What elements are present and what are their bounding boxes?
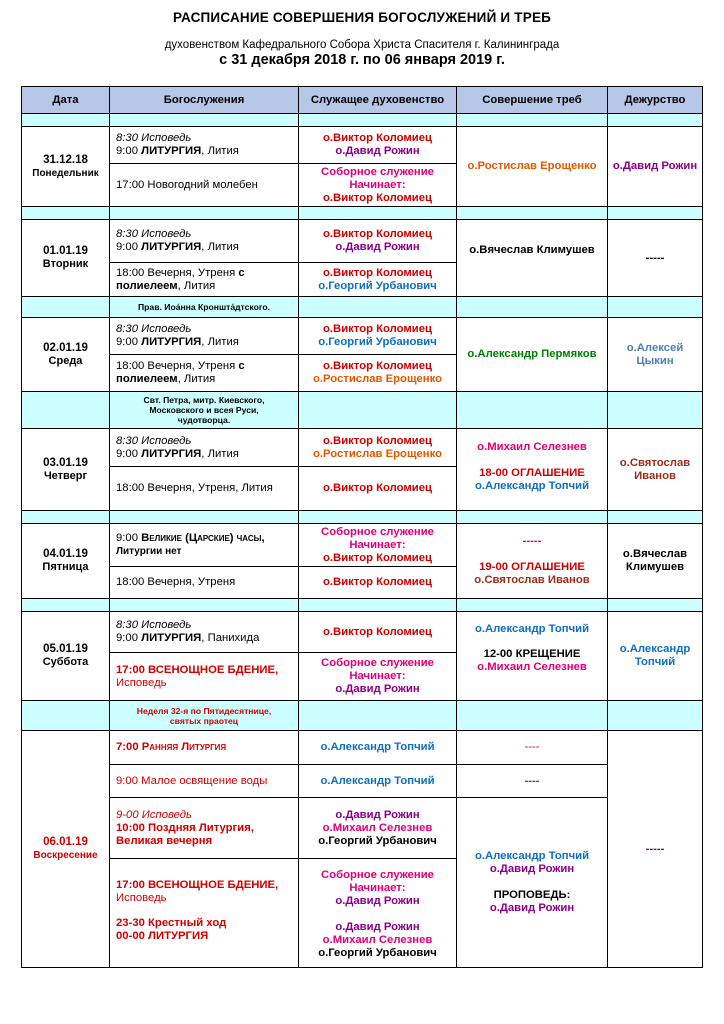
spacer-cell [456, 598, 608, 612]
spacer-cell [21, 296, 110, 318]
clergy-name: Начинает: [349, 882, 406, 894]
service-text: , Лития [177, 373, 216, 385]
clergy-name: о.Виктор Коломиец [323, 360, 432, 372]
spacer-cell [456, 206, 608, 220]
clergy-name: о.Виктор Коломиец [323, 132, 432, 144]
service-text: , Лития [201, 447, 239, 460]
duty-text: Иванов [634, 469, 676, 482]
weekday: Понедельник [32, 167, 99, 179]
date-cell [21, 219, 110, 297]
service-cell [109, 126, 299, 164]
treby-text: 19-00 ОГЛАШЕНИЕ [479, 561, 585, 573]
service-text: Исповедь [116, 676, 167, 689]
spacer-cell [21, 113, 110, 127]
page-title: РАСПИСАНИЕ СОВЕРШЕНИЯ БОГОСЛУЖЕНИЙ И ТРЕБ [172, 10, 552, 25]
duty-cell [607, 428, 703, 511]
spacer-cell [298, 598, 457, 612]
clergy-name: о.Виктор Коломиец [323, 482, 432, 494]
clergy-name: о.Виктор Коломиец [323, 323, 432, 335]
clergy-name: о.Георгий Урбанович [318, 279, 437, 292]
clergy-name: о.Давид Рожин [335, 241, 420, 253]
feast-text: Свт. Петра, митр. Киевского, [143, 395, 265, 405]
spacer-cell [456, 391, 608, 429]
weekday: Среда [48, 354, 83, 367]
date: 03.01.19 [43, 456, 88, 469]
service-cell [109, 317, 299, 355]
service-text: 9-00 Исповедь [116, 808, 192, 821]
treby-text: о.Александр Топчий [474, 850, 590, 862]
feast-text: чудотворца. [177, 415, 231, 425]
treby-text: о.Давид Рожин [489, 863, 575, 875]
service-text: с [238, 360, 245, 372]
service-cell [109, 219, 299, 263]
clergy-cell [298, 428, 457, 467]
service-cell [109, 262, 299, 297]
duty-text: Климушев [625, 561, 685, 573]
clergy-name: о.Георгий Урбанович [318, 336, 437, 348]
clergy-cell [298, 652, 457, 701]
duty-text: ----- [645, 842, 665, 855]
clergy-name: Соборное служение [321, 869, 434, 881]
feast-text: Московского и всея Руси, [149, 405, 259, 415]
service-cell [109, 764, 299, 798]
service-cell [109, 652, 299, 701]
treby-text: о.Александр Пермяков [467, 348, 597, 360]
clergy-cell [298, 466, 457, 511]
service-text: ЛИТУРГИЯ [141, 632, 202, 644]
service-text: ЛИТУРГИЯ [141, 447, 202, 460]
clergy-name: о.Виктор Коломиец [323, 434, 432, 447]
spacer-cell [607, 598, 703, 612]
treby-cell [456, 797, 608, 968]
clergy-name: о.Виктор Коломиец [323, 625, 432, 638]
service-cell [109, 611, 299, 653]
service-text: 9:00 [116, 145, 142, 157]
service-text: ЛИТУРГИЯ [141, 145, 202, 157]
treby-cell [456, 764, 608, 798]
service-text: ЛИТУРГИЯ [141, 336, 202, 348]
spacer-cell [456, 113, 608, 127]
clergy-cell [298, 317, 457, 355]
weekday: Четверг [43, 469, 88, 482]
service-text: 00-00 ЛИТУРГИЯ [116, 930, 209, 942]
clergy-name: Соборное служение [321, 657, 434, 669]
service-text: 8:30 Исповедь [116, 132, 192, 144]
service-cell [109, 466, 299, 511]
date: 01.01.19 [43, 245, 88, 257]
spacer-cell [298, 391, 457, 429]
treby-text: ---- [524, 741, 540, 753]
date: 04.01.19 [43, 548, 88, 560]
clergy-name: Соборное служение [321, 525, 434, 538]
weekday: Вторник [42, 258, 89, 270]
clergy-name: о.Михаил Селезнев [322, 821, 433, 834]
service-text: , Лития [201, 336, 239, 348]
col-header-treby: Совершение треб [456, 86, 608, 114]
spacer-cell [298, 296, 457, 318]
duty-text: о.Давид Рожин [612, 160, 698, 172]
service-text: , Лития [201, 145, 239, 157]
clergy-name: Начинает: [349, 178, 406, 191]
service-cell [109, 354, 299, 392]
spacer-cell [21, 391, 110, 429]
duty-text: Цыкин [636, 354, 674, 367]
spacer-cell [21, 206, 110, 220]
date-cell [21, 428, 110, 511]
spacer-cell [109, 510, 299, 524]
spacer-cell [21, 510, 110, 524]
service-text: 9:00 [116, 447, 142, 460]
duty-text: о.Вячеслав [622, 548, 688, 560]
service-text: полиелеем [116, 373, 178, 385]
date-cell [21, 126, 110, 207]
treby-cell [456, 219, 608, 297]
service-cell [109, 523, 299, 567]
weekday: Суббота [42, 656, 89, 668]
treby-cell [456, 428, 608, 511]
duty-text: о.Алексей [626, 341, 684, 354]
service-text: , Лития [177, 279, 216, 292]
service-text: 10:00 Поздняя Литургия, [116, 821, 254, 834]
clergy-name: о.Александр Топчий [320, 741, 435, 753]
clergy-name: о.Ростислав Ерощенко [312, 447, 442, 460]
date-cell [21, 523, 110, 599]
spacer-cell [298, 510, 457, 524]
weekday: Пятница [42, 561, 89, 573]
treby-text: о.Михаил Селезнев [477, 661, 587, 673]
spacer-cell [607, 113, 703, 127]
treby-text: о.Вячеслав Климушев [469, 244, 595, 256]
service-text: 17:00 ВСЕНОЩНОЕ БДЕНИЕ, [116, 663, 279, 676]
service-cell [109, 730, 299, 765]
clergy-cell [298, 219, 457, 263]
treby-text: 12-00 КРЕЩЕНИЕ [483, 648, 581, 660]
duty-cell [607, 730, 703, 968]
service-cell [109, 428, 299, 467]
service-text: 23-30 Крестный ход [116, 917, 227, 929]
clergy-name: о.Михаил Селезнев [322, 934, 433, 946]
clergy-cell [298, 730, 457, 765]
clergy-name: Соборное служение [321, 165, 434, 178]
duty-cell [607, 523, 703, 599]
treby-text: о.Александр Топчий [474, 623, 590, 635]
service-text: 8:30 Исповедь [116, 228, 192, 240]
duty-text: о.Александр [619, 643, 691, 655]
clergy-cell [298, 163, 457, 207]
date-cell [21, 611, 110, 701]
spacer-cell [298, 113, 457, 127]
service-text: 17:00 ВСЕНОЩНОЕ БДЕНИЕ, [116, 879, 279, 891]
feast-cell [109, 296, 299, 318]
service-text: 9:00 [116, 532, 142, 544]
service-text: 8:30 Исповедь [116, 434, 192, 447]
treby-text: ---- [524, 774, 540, 787]
spacer-cell [21, 700, 110, 731]
clergy-cell [298, 611, 457, 653]
duty-text: Топчий [634, 656, 676, 668]
spacer-cell [607, 510, 703, 524]
treby-text: 18-00 ОГЛАШЕНИЕ [479, 467, 585, 479]
date: 31.12.18 [43, 153, 88, 166]
spacer-cell [456, 510, 608, 524]
service-text: Великие (Царские) часы, [141, 532, 265, 544]
spacer-cell [21, 598, 110, 612]
clergy-name: о.Виктор Коломиец [323, 191, 432, 204]
service-text: 18:00 Вечерня, Утреня, Лития [116, 482, 273, 494]
feast-text: святых праотец [169, 715, 239, 726]
clergy-name: о.Виктор Коломиец [323, 576, 432, 588]
service-text: 8:30 Исповедь [116, 619, 192, 631]
treby-cell [456, 126, 608, 207]
clergy-name: о.Давид Рожин [335, 145, 420, 157]
service-text: ЛИТУРГИЯ [141, 241, 202, 253]
date: 06.01.19 [43, 836, 88, 848]
treby-cell [456, 317, 608, 392]
treby-text: ПРОПОВЕДЬ: [493, 889, 571, 901]
duty-cell [607, 611, 703, 701]
service-text: 17:00 Новогодний молебен [116, 178, 258, 191]
treby-text: ----- [522, 535, 542, 547]
spacer-cell [607, 391, 703, 429]
date: 02.01.19 [43, 341, 88, 354]
clergy-cell [298, 354, 457, 392]
clergy-name: о.Виктор Коломиец [323, 266, 432, 279]
feast-text: Неделя 32-я по Пятидесятнице, [136, 705, 272, 716]
page-subtitle: духовенством Кафедрального Собора Христа Спасителя г. Калининграда [164, 39, 560, 51]
feast-text: Прав. Иоа́нна Кроншта́дтского. [138, 302, 270, 312]
weekday: Воскресение [33, 850, 98, 861]
treby-text: о.Михаил Селезнев [477, 441, 587, 453]
spacer-cell [298, 700, 457, 731]
col-header-services: Богослужения [109, 86, 299, 114]
clergy-name: о.Давид Рожин [335, 683, 420, 695]
duty-text: ----- [645, 251, 665, 264]
service-text: Литургии нет [116, 546, 182, 557]
spacer-cell [298, 206, 457, 220]
duty-cell [607, 219, 703, 297]
duty-text: о.Святослав [619, 456, 691, 469]
date-cell [21, 317, 110, 392]
clergy-cell [298, 797, 457, 859]
col-header-duty: Дежурство [607, 86, 703, 114]
service-text: Исповедь [116, 892, 167, 904]
spacer-cell [456, 296, 608, 318]
service-text: 8:30 Исповедь [116, 323, 192, 335]
spacer-cell [456, 700, 608, 731]
date-cell [21, 730, 110, 968]
date-range: с 31 декабря 2018 г. по 06 января 2019 г. [219, 52, 505, 68]
spacer-cell [607, 700, 703, 731]
service-text: 18:00 Вечерня, Утреня [116, 266, 239, 279]
treby-text: о.Святослав Иванов [474, 574, 590, 586]
service-text: 9:00 [116, 632, 142, 644]
date: 05.01.19 [43, 643, 88, 655]
treby-cell [456, 523, 608, 599]
clergy-name: о.Виктор Коломиец [323, 551, 432, 564]
clergy-name: о.Давид Рожин [335, 895, 420, 907]
service-text: с [238, 266, 245, 279]
clergy-name: о.Георгий Урбанович [318, 947, 437, 959]
service-text: 9:00 Малое освящение воды [116, 774, 268, 787]
clergy-cell [298, 262, 457, 297]
spacer-cell [109, 598, 299, 612]
spacer-cell [607, 206, 703, 220]
clergy-name: о.Георгий Урбанович [318, 834, 437, 847]
clergy-name: Начинает: [349, 538, 406, 551]
service-cell [109, 858, 299, 968]
service-text: полиелеем [116, 279, 178, 292]
duty-cell [607, 126, 703, 207]
treby-cell [456, 730, 608, 765]
clergy-name: о.Давид Рожин [335, 921, 420, 933]
clergy-name: о.Виктор Коломиец [323, 228, 432, 240]
service-text: 9:00 [116, 241, 142, 253]
service-text: Ранняя Литургия [141, 741, 227, 753]
service-cell [109, 163, 299, 207]
treby-cell [456, 611, 608, 701]
duty-cell [607, 317, 703, 392]
clergy-cell [298, 764, 457, 798]
spacer-cell [109, 113, 299, 127]
treby-text: о.Ростислав Ерощенко [467, 160, 597, 172]
clergy-cell [298, 523, 457, 567]
service-text: 7:00 [116, 741, 142, 753]
feast-cell [109, 391, 299, 429]
clergy-name: Начинает: [349, 670, 406, 682]
service-text: 9:00 [116, 336, 142, 348]
treby-text: о.Давид Рожин [489, 902, 575, 914]
service-cell [109, 566, 299, 599]
spacer-cell [109, 206, 299, 220]
clergy-name: о.Давид Рожин [335, 808, 420, 821]
treby-text: о.Александр Топчий [474, 480, 590, 492]
clergy-cell [298, 858, 457, 968]
service-text: 18:00 Вечерня, Утреня [116, 576, 236, 588]
service-text: , Лития [201, 241, 239, 253]
clergy-cell [298, 126, 457, 164]
clergy-name: о.Александр Топчий [320, 774, 435, 787]
col-header-date: Дата [21, 86, 110, 114]
service-text: , Панихида [201, 632, 260, 644]
spacer-cell [607, 296, 703, 318]
clergy-name: о.Ростислав Ерощенко [312, 373, 442, 385]
feast-cell [109, 700, 299, 731]
clergy-cell [298, 566, 457, 599]
service-text: Великая вечерня [116, 834, 213, 847]
col-header-clergy: Служащее духовенство [298, 86, 457, 114]
service-text: 18:00 Вечерня, Утреня [116, 360, 239, 372]
service-cell [109, 797, 299, 859]
